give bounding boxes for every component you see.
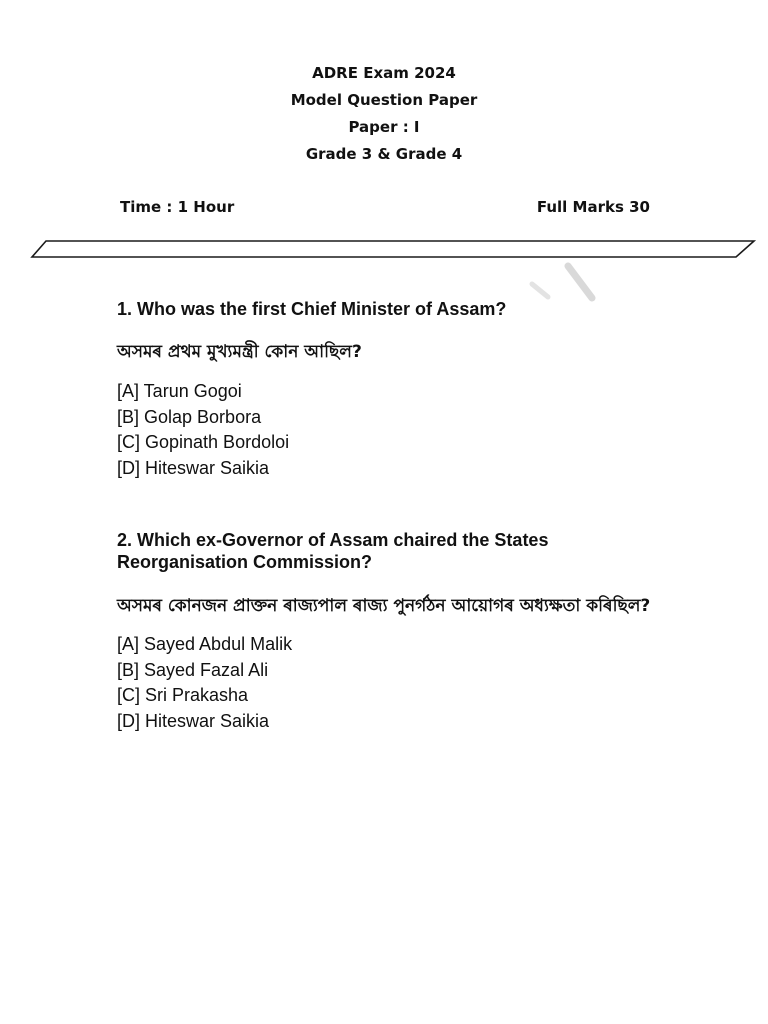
full-marks-label: Full Marks 30 xyxy=(536,198,650,216)
option-b: [B] Golap Borbora xyxy=(117,406,262,427)
option-a: [A] Tarun Gogoi xyxy=(117,381,242,401)
header-divider xyxy=(30,237,758,261)
question-2 xyxy=(117,529,677,734)
question-assamese-text: অসমৰ প্ৰথম মুখ্যমন্ত্ৰী কোন আছিল? xyxy=(117,342,362,362)
option-d: [D] Hiteswar Saikia xyxy=(117,710,270,731)
grade-label: Grade 3 & Grade 4 xyxy=(305,145,463,163)
option-list xyxy=(117,632,677,734)
paper-subtitle: Model Question Paper xyxy=(290,91,478,109)
option-d: [D] Hiteswar Saikia xyxy=(117,457,270,478)
paper-header xyxy=(0,60,768,168)
question-title: 1. Who was the first Chief Minister of Assam? xyxy=(117,299,507,319)
divider-band xyxy=(32,241,754,257)
time-label: Time : 1 Hour xyxy=(120,198,235,216)
paper-number: Paper : I xyxy=(348,118,420,136)
watermark-stroke-short xyxy=(532,284,548,297)
option-b: [B] Sayed Fazal Ali xyxy=(117,659,269,680)
option-c: [C] Sri Prakasha xyxy=(117,685,249,705)
option-c: [C] Gopinath Bordoloi xyxy=(117,432,290,452)
question-1 xyxy=(117,298,677,481)
option-list xyxy=(117,379,677,481)
exam-meta-row xyxy=(120,198,650,220)
question-title: 2. Which ex-Governor of Assam chaired the States Reorganisation Commission? xyxy=(117,530,549,572)
watermark-stroke-long xyxy=(568,266,592,298)
exam-title: ADRE Exam 2024 xyxy=(312,64,456,82)
option-a: [A] Sayed Abdul Malik xyxy=(117,634,293,654)
question-assamese-text: অসমৰ কোনজন প্ৰাক্তন ৰাজ্যপাল ৰাজ্য পুনৰ্গঠন আয়োগৰ অধ্যক্ষতা কৰিছিল? xyxy=(117,596,651,616)
